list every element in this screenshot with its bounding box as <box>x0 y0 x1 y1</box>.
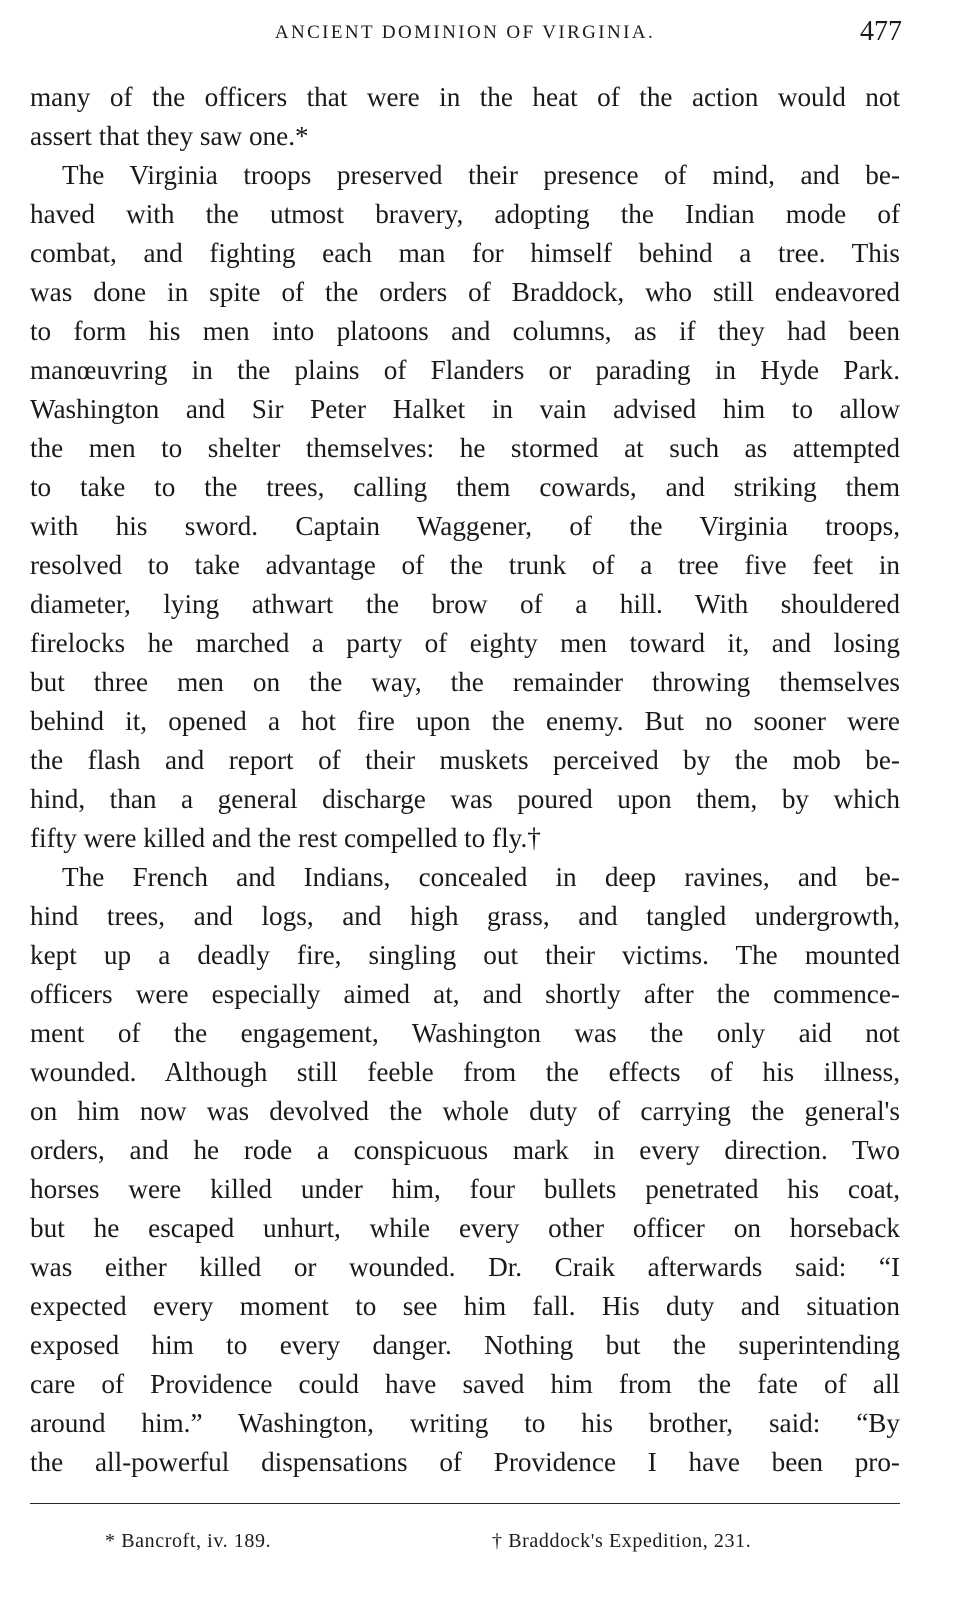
text-line: around him.” Washington, writing to his brother, said: “By <box>30 1408 900 1438</box>
text-line: officers were especially aimed at, and shortly after the commence- <box>30 979 900 1009</box>
text-line: but he escaped unhurt, while every other officer on horseback <box>30 1213 900 1243</box>
text-line: the all-powerful dispensations of Providence I have been pro- <box>30 1447 900 1477</box>
book-page <box>30 0 930 1618</box>
text-line: combat, and fighting each man for himself behind a tree. This <box>30 238 900 268</box>
text-line: fifty were killed and the rest compelled to fly.† <box>30 823 541 853</box>
text-line: The French and Indians, concealed in deep ravines, and be- <box>62 862 900 892</box>
text-line: hind, than a general discharge was poured upon them, by which <box>30 784 900 814</box>
text-line: Washington and Sir Peter Halket in vain advised him to allow <box>30 394 900 424</box>
text-line: haved with the utmost bravery, adopting the Indian mode of <box>30 199 900 229</box>
text-line: with his sword. Captain Waggener, of the Virginia troops, <box>30 511 900 541</box>
running-head <box>30 14 900 48</box>
text-line: diameter, lying athwart the brow of a hill. With shouldered <box>30 589 900 619</box>
paragraph-virginia-troops <box>30 156 900 858</box>
footnotes <box>30 1518 900 1558</box>
text-line: wounded. Although still feeble from the effects of his illness, <box>30 1057 900 1087</box>
text-line: horses were killed under him, four bullets penetrated his coat, <box>30 1174 900 1204</box>
footnote-bancroft: * Bancroft, iv. 189. <box>105 1530 272 1552</box>
text-line: hind trees, and logs, and high grass, and tangled undergrowth, <box>30 901 900 931</box>
text-line: to take to the trees, calling them cowards, and striking them <box>30 472 900 502</box>
text-line: but three men on the way, the remainder throwing themselves <box>30 667 900 697</box>
paragraph-continuation <box>30 78 900 156</box>
text-line: on him now was devolved the whole duty of carrying the general's <box>30 1096 900 1126</box>
text-line: was either killed or wounded. Dr. Craik afterwards said: “I <box>30 1252 900 1282</box>
footnote-braddocks-expedition: † Braddock's Expedition, 231. <box>492 1530 752 1552</box>
text-line: ment of the engagement, Washington was the only aid not <box>30 1018 900 1048</box>
text-line: The Virginia troops preserved their presence of mind, and be- <box>62 160 900 190</box>
running-title: ANCIENT DOMINION OF VIRGINIA. <box>274 22 656 43</box>
text-line: resolved to take advantage of the trunk of a tree five feet in <box>30 550 900 580</box>
text-line: assert that they saw one.* <box>30 121 309 151</box>
text-line: firelocks he marched a party of eighty men toward it, and losing <box>30 628 900 658</box>
body-text <box>30 78 900 1482</box>
text-line: behind it, opened a hot fire upon the enemy. But no sooner were <box>30 706 900 736</box>
text-line: the men to shelter themselves: he stormed at such as attempted <box>30 433 900 463</box>
text-line: was done in spite of the orders of Braddock, who still endeavored <box>30 277 900 307</box>
text-line: the flash and report of their muskets perceived by the mob be- <box>30 745 900 775</box>
text-line: expected every moment to see him fall. His duty and situation <box>30 1291 900 1321</box>
text-line: care of Providence could have saved him from the fate of all <box>30 1369 900 1399</box>
text-line: exposed him to every danger. Nothing but the superintending <box>30 1330 900 1360</box>
text-line: orders, and he rode a conspicuous mark in every direction. Two <box>30 1135 900 1165</box>
text-line: to form his men into platoons and columns, as if they had been <box>30 316 900 346</box>
page-number: 477 <box>860 16 902 47</box>
text-line: manœuvring in the plains of Flanders or parading in Hyde Park. <box>30 355 900 385</box>
text-line: kept up a deadly fire, singling out their victims. The mounted <box>30 940 900 970</box>
footnote-rule <box>30 1503 900 1504</box>
text-line: many of the officers that were in the heat of the action would not <box>30 82 900 112</box>
paragraph-french-and-indians <box>30 858 900 1482</box>
